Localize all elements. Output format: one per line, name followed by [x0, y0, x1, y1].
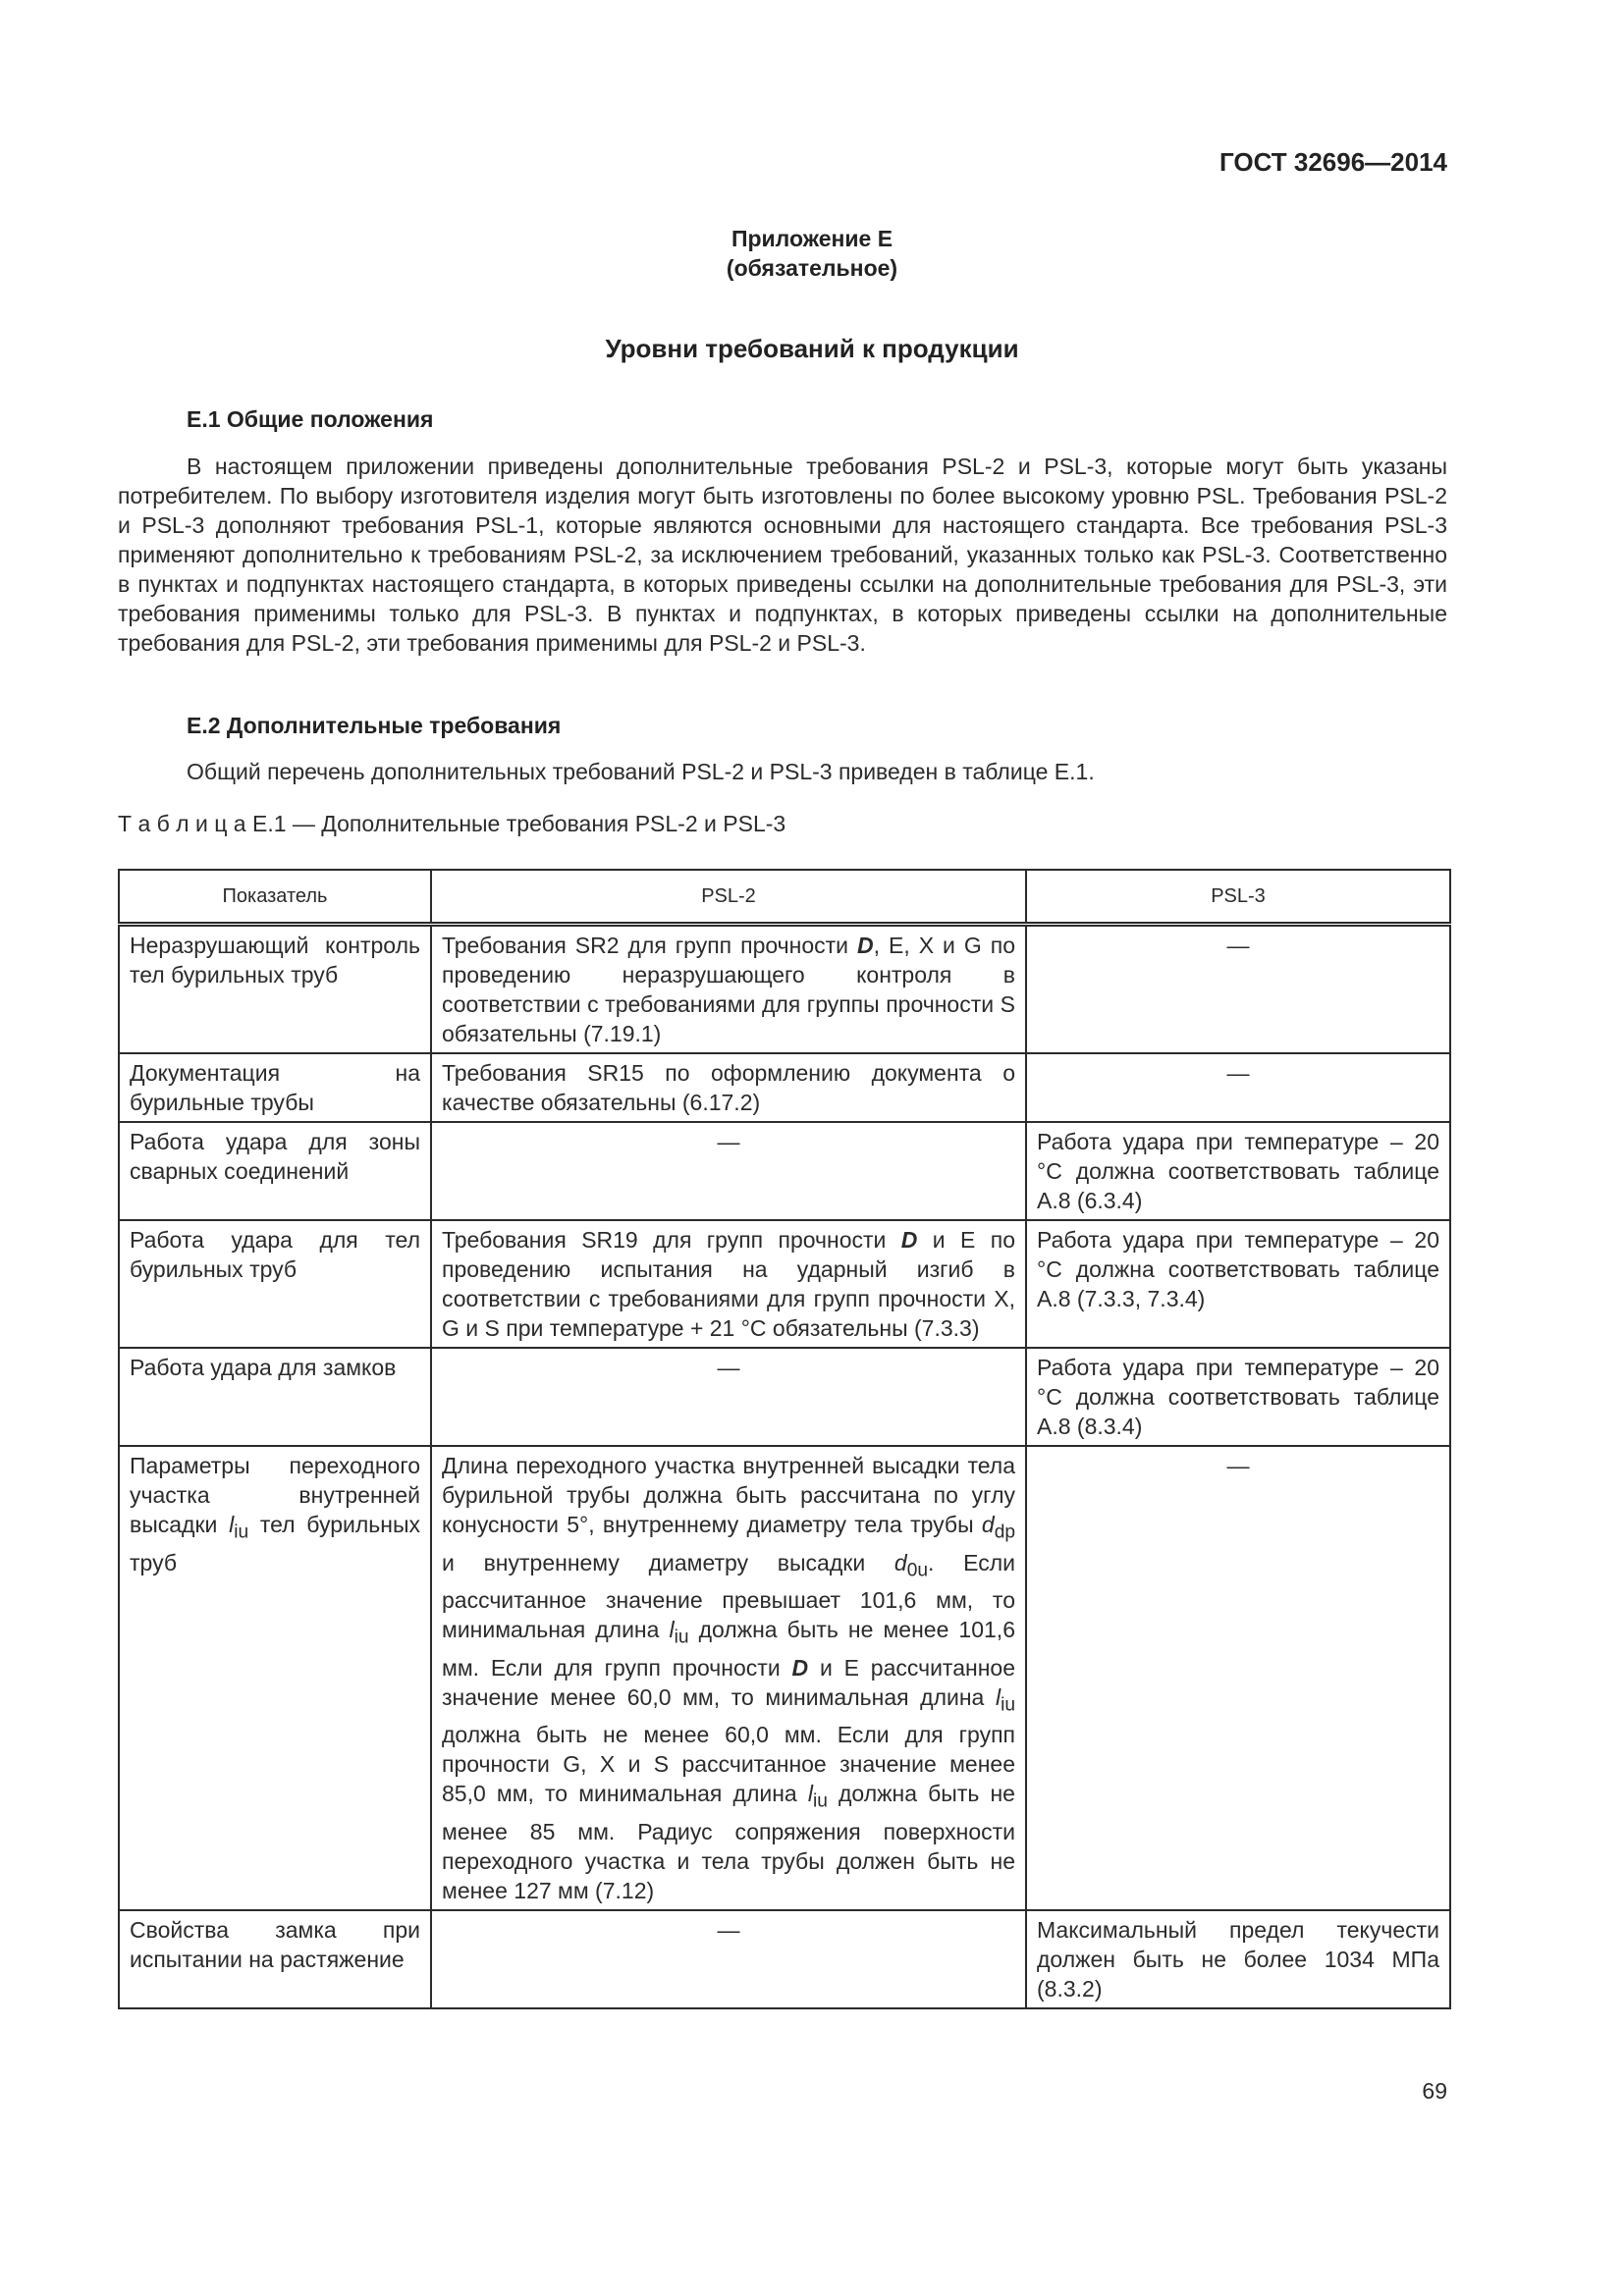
math-symbol: $d_{0u}$ [893, 1549, 929, 1581]
psl2-cell: Длина переходного участка внутренней высадки тела бурильной трубы должна быть рассчитана по углу конусности 5°, внутреннему диаметру тела трубы $d_{dp}$ и внутреннему диаметру высадки $d_{0u}$. Если рассчитанное значение превышает 101,6 мм, то минимальная длина $l_{iu}$ должна быть не менее 101,6 мм. Если для групп прочности D и E рассчитанное значение менее 60,0 мм, то минимальная длина $l_{iu}$ должна быть не менее 60,0 мм. Если для групп прочности G, X и S рассчитанное значение менее 85,0 мм, то минимальная длина $l_{iu}$ должна быть не менее 85 мм. Радиус сопряжения поверхности переходного участка и тела трубы должен быть не менее 127 мм (7.12) [431, 1446, 1026, 1910]
indicator-cell: Работа удара для замков [119, 1348, 431, 1446]
strength-group-label: D [900, 1227, 918, 1253]
column-header: PSL-2 [431, 870, 1026, 925]
indicator-cell: Документация на бурильные трубы [119, 1053, 431, 1122]
column-header: Показатель [119, 870, 431, 925]
math-symbol: $l_{iu}$ [669, 1617, 689, 1648]
psl3-cell: — [1026, 1446, 1450, 1910]
document-header: ГОСТ 32696—2014 [1219, 147, 1447, 177]
table-row [119, 1446, 1450, 1910]
indicator-cell: Свойства замка при испытании на растяжение [119, 1910, 431, 2008]
psl2-cell: — [431, 1348, 1026, 1446]
appendix-status: (обязательное) [726, 255, 898, 281]
indicator-cell: Неразрушающий контроль тел бурильных труб [119, 925, 431, 1054]
indicator-cell: Параметры переходного участка внутренней высадки $l_{iu}$ тел бурильных труб [119, 1446, 431, 1910]
math-symbol: $l_{iu}$ [995, 1683, 1015, 1716]
table-row [119, 1122, 1450, 1220]
table-header-row [119, 870, 1450, 925]
psl3-cell: Работа удара при температуре – 20 °С должна соответствовать таблице А.8 (8.3.4) [1026, 1348, 1450, 1446]
psl2-cell: Требования SR2 для групп прочности D, E, X и G по проведению неразрушающего контроля в соответствии с требованиями для группы прочности S обязательны (7.19.1) [431, 925, 1026, 1054]
psl3-cell: Максимальный предел текучести должен быть не более 1034 МПа (8.3.2) [1026, 1910, 1450, 2008]
indicator-cell: Работа удара для тел бурильных труб [119, 1220, 431, 1348]
table-row [119, 925, 1450, 1054]
table-row [119, 1910, 1450, 2008]
strength-group-label: D [791, 1654, 809, 1681]
page-title: Уровни требований к продукции [605, 334, 1019, 363]
psl3-cell: — [1026, 925, 1450, 1054]
table-row [119, 1348, 1450, 1446]
psl2-cell: — [431, 1122, 1026, 1220]
page-number: 69 [1422, 2078, 1447, 2104]
table-row [119, 1053, 1450, 1122]
section-heading: Е.1 Общие положения [187, 406, 434, 432]
section-heading: Е.2 Дополнительные требования [187, 713, 562, 738]
math-symbol: $d_{dp}$ [981, 1512, 1015, 1543]
indicator-cell: Работа удара для зоны сварных соединений [119, 1122, 431, 1220]
psl3-cell: Работа удара при температуре – 20 °С должна соответствовать таблице А.8 (7.3.3, 7.3.4) [1026, 1220, 1450, 1348]
math-symbol: $l_{iu}$ [807, 1781, 828, 1812]
strength-group-label: D [857, 933, 874, 958]
table-caption: Т а б л и ц а Е.1 — Дополнительные требования PSL-2 и PSL-3 [118, 811, 786, 836]
psl3-cell: Работа удара при температуре – 20 °С должна соответствовать таблице А.8 (6.3.4) [1026, 1122, 1450, 1220]
requirements-table [118, 869, 1451, 2009]
appendix-title: Приложение Е [731, 226, 893, 251]
section-paragraph: В настоящем приложении приведены дополнительные требования PSL-2 и PSL-3, которые могут быть указаны потребителем. По выбору изготовителя изделия могут быть изготовлены по более высокому уровню PSL. Требования PSL-2 и PSL-3 дополняют требования PSL-1, которые являются основными для настоящего стандарта. Все требования PSL-3 применяют дополнительно к требованиям PSL-2, за исключением требований, указанных только как PSL-3. Соответственно в пунктах и подпунктах настоящего стандарта, в которых приведены ссылки на дополнительные требования для PSL-3, эти требования применимы только для PSL-3. В пунктах и подпунктах, в которых приведены ссылки на дополнительные требования для PSL-2, эти требования применимы для PSL-2 и PSL-3. [118, 454, 1447, 656]
section-paragraph: Общий перечень дополнительных требований PSL-2 и PSL-3 приведен в таблице Е.1. [187, 759, 1095, 784]
psl2-cell: — [431, 1910, 1026, 2008]
psl2-cell: Требования SR15 по оформлению документа о качестве обязательны (6.17.2) [431, 1053, 1026, 1122]
table-row [119, 1220, 1450, 1348]
psl2-cell: Требования SR19 для групп прочности D и E по проведению испытания на ударный изгиб в соответствии с требованиями для групп прочности X, G и S при температуре + 21 °С обязательны (7.3.3) [431, 1220, 1026, 1348]
math-symbol: $l_{iu}$ [229, 1512, 249, 1543]
psl3-cell: — [1026, 1053, 1450, 1122]
column-header: PSL-3 [1026, 870, 1450, 925]
